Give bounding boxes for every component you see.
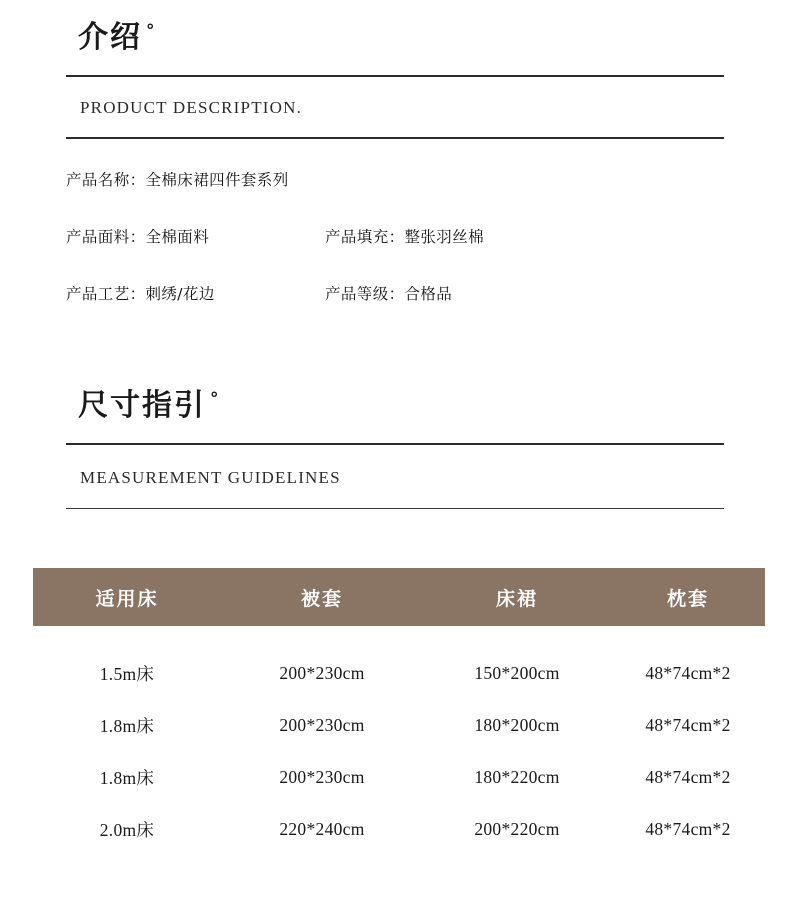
intro-cn-heading-text: 介绍 — [78, 20, 142, 55]
cell-duvet: 220*240cm — [279, 818, 365, 839]
table-row — [33, 699, 765, 751]
cell-pillowcase: 48*74cm*2 — [645, 662, 731, 683]
intro-degree-mark: ° — [146, 21, 157, 41]
intro-en-heading: PRODUCT DESCRIPTION. — [80, 98, 303, 117]
cell-bed: 1.8m床 — [99, 767, 155, 788]
spec-name: 产品名称：全棉床裙四件套系列 — [66, 171, 289, 189]
cell-pillowcase: 48*74cm*2 — [645, 818, 731, 839]
section-measurement — [0, 370, 790, 509]
spec-row — [0, 168, 790, 225]
spec-grade: 产品等级：合格品 — [325, 285, 453, 303]
spec-craft: 产品工艺：刺绣/花边 — [66, 285, 215, 303]
cell-bed: 2.0m床 — [99, 819, 155, 840]
table-header-row — [33, 568, 765, 626]
table-row — [33, 751, 765, 803]
intro-cn-heading — [0, 0, 790, 56]
product-spec-list — [0, 168, 790, 339]
spec-fabric: 产品面料：全棉面料 — [66, 228, 210, 246]
table-header-bedskirt: 床裙 — [423, 568, 611, 626]
cell-pillowcase: 48*74cm*2 — [645, 714, 731, 735]
cell-bedskirt: 200*220cm — [474, 818, 560, 839]
cell-bedskirt: 150*200cm — [474, 662, 560, 683]
size-table — [33, 568, 765, 855]
size-cn-heading-text: 尺寸指引 — [78, 388, 206, 423]
section-introduction — [0, 0, 790, 139]
intro-rule-top — [66, 75, 724, 77]
cell-bed: 1.5m床 — [99, 663, 155, 684]
spec-row — [0, 282, 790, 339]
size-rule-top — [66, 443, 724, 445]
size-degree-mark: ° — [210, 389, 221, 409]
table-header-bed: 适用床 — [33, 568, 221, 626]
size-table-head — [33, 568, 765, 626]
cell-bedskirt: 180*200cm — [474, 714, 560, 735]
cell-pillowcase: 48*74cm*2 — [645, 766, 731, 787]
cell-duvet: 200*230cm — [279, 662, 365, 683]
size-rule-bottom — [66, 508, 724, 509]
cell-bedskirt: 180*220cm — [474, 766, 560, 787]
size-table-body — [33, 626, 765, 855]
size-table-wrapper — [33, 568, 757, 855]
cell-duvet: 200*230cm — [279, 766, 365, 787]
intro-rule-bottom — [66, 137, 724, 139]
table-header-pillowcase: 枕套 — [611, 568, 765, 626]
spec-row — [0, 225, 790, 282]
table-row — [33, 803, 765, 855]
spec-filling: 产品填充：整张羽丝棉 — [325, 228, 485, 246]
cell-duvet: 200*230cm — [279, 714, 365, 735]
table-header-duvet: 被套 — [221, 568, 423, 626]
cell-bed: 1.8m床 — [99, 715, 155, 736]
size-cn-heading — [0, 370, 790, 424]
table-row — [33, 626, 765, 699]
size-en-heading: MEASUREMENT GUIDELINES — [80, 468, 341, 487]
